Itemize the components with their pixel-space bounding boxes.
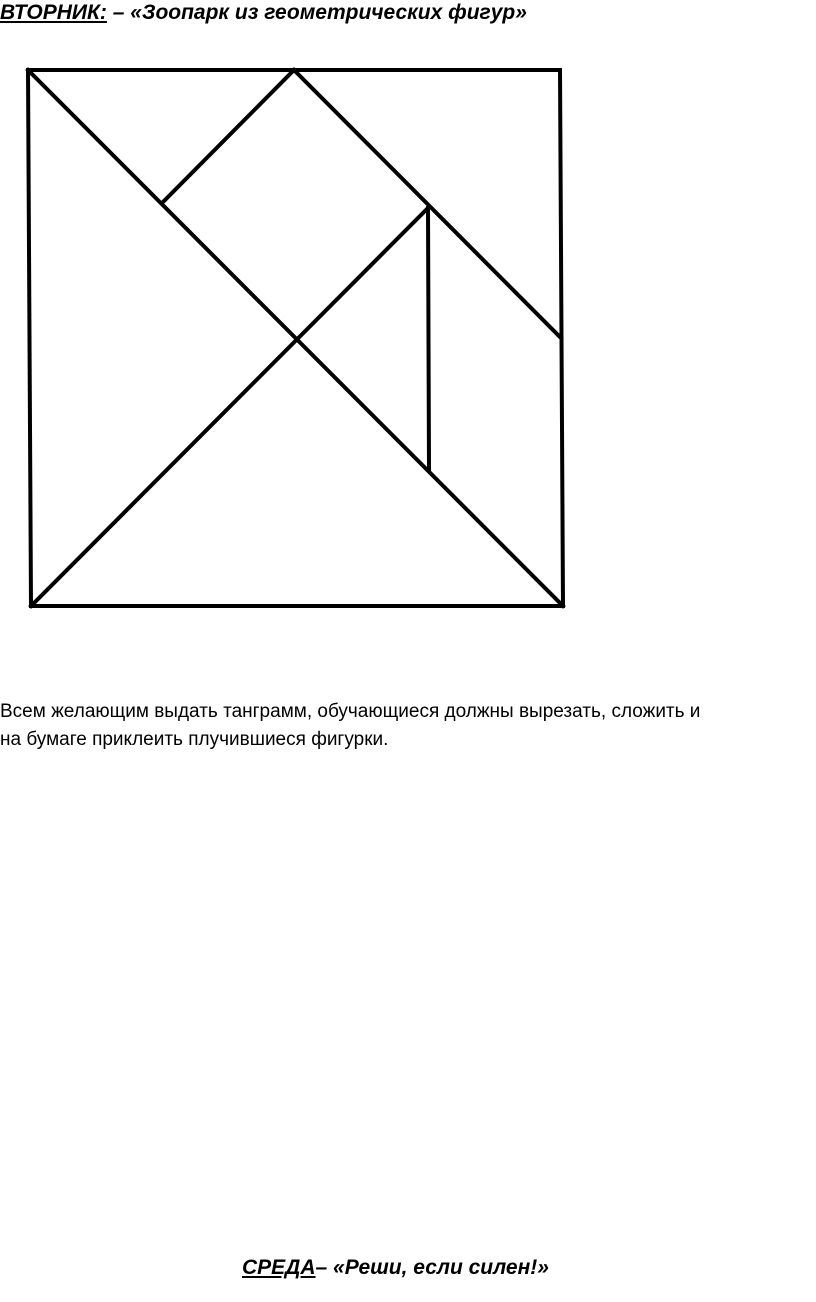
heading-wednesday-day: СРЕДА (242, 1256, 316, 1279)
tangram-cuts (28, 70, 563, 606)
cut-square-upper-left (162, 70, 294, 203)
cut-anti-diagonal (31, 208, 428, 606)
tangram-diagram (0, 60, 600, 620)
instructions-text (0, 698, 816, 754)
instructions-line-2: на бумаге приклеить плучившиеся фигурки. (0, 729, 389, 750)
heading-tuesday-title: – «Зоопарк из геометрических фигур» (106, 1, 527, 24)
heading-wednesday-title: – «Реши, если силен!» (315, 1256, 549, 1279)
instructions-line-1: Всем желающим выдать танграмм, обучающиеся должны вырезать, сложить и (0, 701, 701, 722)
heading-wednesday (242, 1255, 549, 1281)
cut-vertical (428, 208, 429, 470)
cut-main-diagonal (28, 70, 563, 606)
heading-tuesday (0, 0, 527, 26)
outline-left (28, 70, 31, 606)
heading-tuesday-day: ВТОРНИК: (0, 1, 107, 24)
